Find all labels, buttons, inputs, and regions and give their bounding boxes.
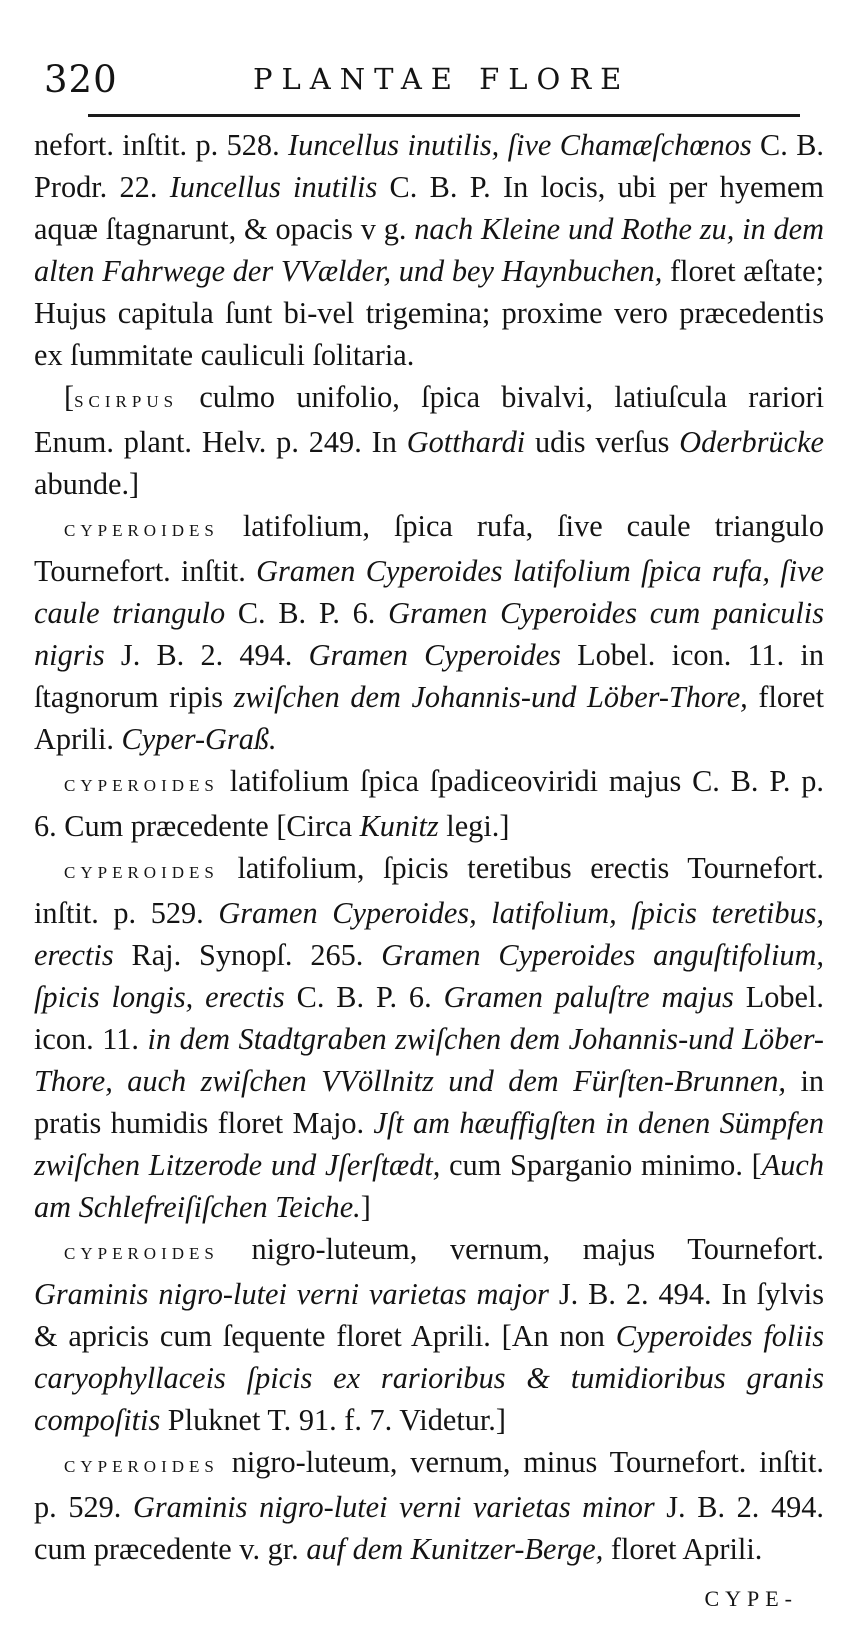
italic-text: Graminis nigro-lutei verni varietas major <box>34 1277 549 1311</box>
italic-text: zwiſchen dem Johannis-und Löber-Thore, <box>233 680 748 714</box>
roman-text: in pratis humidis floret Majo. <box>34 1064 825 1140</box>
roman-text: abunde.] <box>34 467 140 501</box>
roman-text: ] <box>360 1190 371 1224</box>
roman-text: Lobel. icon. 11. in ſtagnorum ripis <box>34 638 824 714</box>
italic-text: Iuncellus inutilis <box>169 170 378 204</box>
roman-text: J. B. 2. 494. <box>104 638 309 672</box>
italic-text: Gramen Cyperoides latifolium ſpica rufa, ſive caule triangulo <box>34 554 824 630</box>
roman-text: cum Sparganio minimo. [ <box>440 1148 762 1182</box>
small-caps-text: cyperoides <box>64 1239 219 1265</box>
paragraph-cyperoides-2 <box>34 760 824 847</box>
roman-text: udis verſus <box>525 425 680 459</box>
small-caps-text: scirpus <box>74 387 179 413</box>
italic-text: Gramen paluſtre majus <box>443 980 734 1014</box>
roman-text: Pluknet T. 91. f. 7. Videtur.] <box>160 1403 506 1437</box>
paragraph-cyperoides-5 <box>34 1441 824 1570</box>
roman-text: C. B. P. 6. <box>225 596 389 630</box>
italic-text: Gramen Cyperoides, latifolium, ſpicis teretibus, erectis <box>34 896 824 972</box>
catchword: CYPE- <box>704 1586 798 1611</box>
italic-text: in dem Stadtgraben zwiſchen dem Johannis-und Löber-Thore, auch zwiſchen VVöllnitz und dem Fürſten-Brunnen, <box>34 1022 824 1098</box>
roman-text: floret æſtate; Hujus capitula ſunt bi-vel trigemina; proxime vero præcedentis ex ſummitate cauliculi ſolitaria. <box>34 254 825 372</box>
roman-text: legi.] <box>438 809 510 843</box>
body-text <box>34 124 824 1570</box>
small-caps-text: cyperoides <box>64 858 219 884</box>
roman-text: latifolium ſpica ſpadiceoviridi majus C. B. P. p. 6. Cum præcedente [Circa <box>34 764 824 843</box>
roman-text: floret Aprili. <box>603 1532 763 1566</box>
italic-text: Auch am Schlefreiſiſchen Teiche. <box>34 1148 824 1224</box>
small-caps-text: cyperoides <box>64 1452 219 1478</box>
roman-text: Raj. Synopſ. 265. <box>113 938 382 972</box>
italic-text: Gotthardi <box>406 425 526 459</box>
small-caps-text: cyperoides <box>64 516 219 542</box>
small-caps-text: cyperoides <box>64 771 219 797</box>
italic-text: Cyperoides foliis caryophyllaceis ſpicis ex rarioribus & tumidioribus granis compoſitis <box>34 1319 824 1437</box>
paragraph-cyperoides-1 <box>34 505 824 760</box>
roman-text: C. B. P. 6. <box>284 980 444 1014</box>
paragraph-cyperoides-4 <box>34 1228 824 1441</box>
page-number: 320 <box>44 58 118 101</box>
italic-text: Kunitz <box>359 809 439 843</box>
roman-text: C. B. Prodr. 22. <box>34 128 825 204</box>
italic-text: Gramen Cyperoides anguſtifolium, ſpicis longis, erectis <box>34 938 824 1014</box>
italic-text: Oderbrücke <box>679 425 824 459</box>
italic-text: Gramen Cyperoides <box>308 638 561 672</box>
roman-text: [ <box>64 380 75 414</box>
roman-text: Lobel. icon. 11. <box>34 980 824 1056</box>
italic-text: Cyper-Graß. <box>121 722 277 756</box>
paragraph-scirpus <box>34 376 824 505</box>
roman-text: J. B. 2. 494. cum præcedente v. gr. <box>34 1490 825 1566</box>
italic-text: Jſt am hæuffigſten in denen Sümpfen zwiſchen Litzerode und Jſerſtædt, <box>34 1106 824 1182</box>
paragraph-cyperoides-3 <box>34 847 824 1228</box>
header-rule <box>88 114 800 117</box>
italic-text: Gramen Cyperoides cum paniculis nigris <box>34 596 825 672</box>
roman-text: culmo unifolio, ſpica bivalvi, latiuſcula rariori Enum. plant. Helv. p. 249. In <box>34 380 824 459</box>
italic-text: Iuncellus inutilis, ſive Chamæſchœnos <box>288 128 752 162</box>
italic-text: nach Kleine und Rothe zu, in dem alten Fahrwege der VVælder, und bey Haynbuchen, <box>34 212 825 288</box>
roman-text: C. B. P. In locis, ubi per hyemem aquæ ſtagnarunt, & opacis v g. <box>34 170 824 246</box>
roman-text: latifolium, ſpicis teretibus erectis Tournefort. inſtit. p. 529. <box>34 851 824 930</box>
italic-text: auf dem Kunitzer-Berge, <box>306 1532 604 1566</box>
roman-text: nigro-luteum, vernum, minus Tournefort. inſtit. p. 529. <box>34 1445 824 1524</box>
roman-text: floret Aprili. <box>34 680 825 756</box>
paragraph-juncellus <box>34 124 824 376</box>
running-head: PLANTAE FLORE <box>253 62 631 96</box>
roman-text: latifolium, ſpica rufa, ſive caule triangulo Tournefort. inſtit. <box>34 509 824 588</box>
roman-text: J. B. 2. 494. In ſylvis & apricis cum ſequente floret Aprili. [An non <box>34 1277 824 1353</box>
roman-text: nigro-luteum, vernum, majus Tournefort. <box>218 1232 824 1266</box>
italic-text: Graminis nigro-lutei verni varietas minor <box>132 1490 655 1524</box>
page-header <box>38 58 798 108</box>
roman-text: nefort. inſtit. p. 528. <box>34 128 289 162</box>
